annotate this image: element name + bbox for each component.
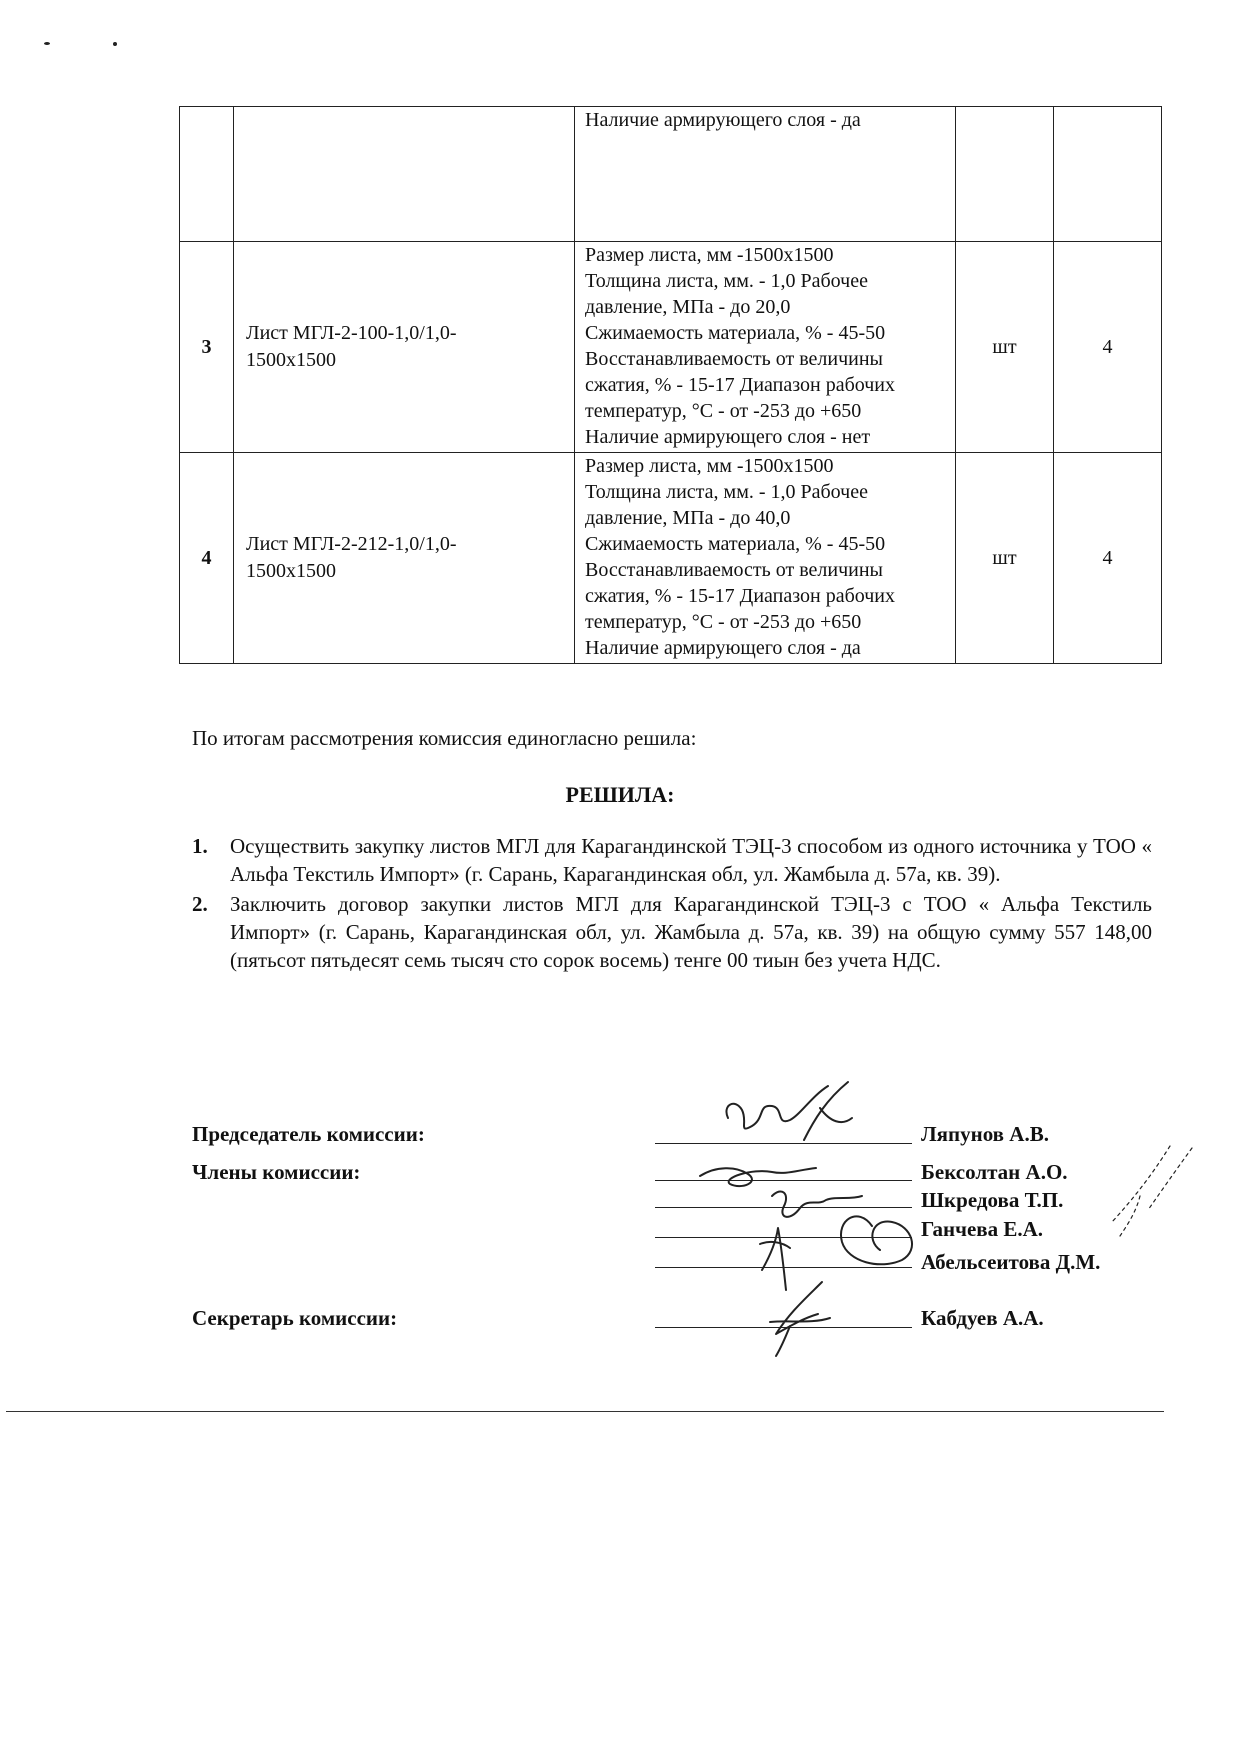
chairman-signature bbox=[726, 1082, 852, 1140]
item-name-line: Лист МГЛ-2-100-1,0/1,0- bbox=[246, 322, 457, 344]
item-spec-line: давление, МПа - до 20,0 bbox=[585, 296, 791, 318]
quantity-cell: 4 bbox=[1054, 242, 1162, 453]
member-name: Шкредова Т.П. bbox=[921, 1188, 1064, 1212]
page-divider bbox=[6, 1411, 1164, 1412]
item-name-line: 1500х1500 bbox=[246, 560, 336, 582]
margin-mark bbox=[1112, 1146, 1192, 1236]
item-spec-line: Сжимаемость материала, % - 45-50 bbox=[585, 322, 886, 344]
item-spec-line: Наличие армирующего слоя - да bbox=[585, 637, 861, 659]
decision-number: 2. bbox=[192, 892, 208, 916]
item-spec-line: Наличие армирующего слоя - да bbox=[585, 109, 861, 131]
commission-intro: По итогам рассмотрения комиссия единогласно решила: bbox=[192, 726, 697, 750]
item-spec-line: Размер листа, мм -1500х1500 bbox=[585, 455, 834, 477]
chairman-name: Ляпунов А.В. bbox=[921, 1122, 1049, 1146]
item-spec-line: давление, МПа - до 40,0 bbox=[585, 507, 791, 529]
item-name-line: Лист МГЛ-2-212-1,0/1,0- bbox=[246, 533, 457, 555]
row-number-cell: 3 bbox=[180, 242, 234, 453]
member-name: Бексолтан А.О. bbox=[921, 1160, 1068, 1184]
member-signature bbox=[772, 1191, 862, 1216]
member-name: Ганчева Е.А. bbox=[921, 1217, 1044, 1241]
secretary-label: Секретарь комиссии: bbox=[192, 1306, 398, 1330]
item-spec-line: сжатия, % - 15-17 Диапазон рабочих bbox=[585, 585, 895, 607]
item-spec-line: Наличие армирующего слоя - нет bbox=[585, 426, 871, 448]
item-spec-line: температур, °С - от -253 до +650 bbox=[585, 611, 862, 633]
item-spec-line: Размер листа, мм -1500х1500 bbox=[585, 244, 834, 266]
decision-text: Заключить договор закупки листов МГЛ для Карагандинской ТЭЦ-3 с ТОО « Альфа Текстиль Импорт» (г. Сарань, Карагандинская обл, ул. Жамбыла д. 57а, кв. 39) на общую сумму 557 148,00 (пятьсот пятьдесят семь тысяч сто сорок восемь) тенге 00 тиын без учета НДС. bbox=[230, 892, 1152, 972]
unit-cell: шт bbox=[956, 242, 1054, 453]
member-name: Абельсеитова Д.М. bbox=[921, 1250, 1101, 1274]
secretary-name: Кабдуев А.А. bbox=[921, 1306, 1044, 1330]
item-spec-line: Восстанавливаемость от величины bbox=[585, 559, 883, 581]
decision-number: 1. bbox=[192, 834, 208, 858]
member-signature bbox=[700, 1168, 816, 1186]
decided-heading: РЕШИЛА: bbox=[565, 782, 675, 807]
row-number-cell: 4 bbox=[180, 453, 234, 664]
item-spec-line: температур, °С - от -253 до +650 bbox=[585, 400, 862, 422]
item-spec-line: Восстанавливаемость от величины bbox=[585, 348, 883, 370]
decision-text: Осуществить закупку листов МГЛ для Карагандинской ТЭЦ-3 способом из одного источника у ТОО « Альфа Текстиль Импорт» (г. Сарань, Карагандинская обл, ул. Жамбыла д. 57а, кв. 39). bbox=[230, 834, 1152, 886]
member-signature bbox=[760, 1228, 790, 1290]
item-spec-line: сжатия, % - 15-17 Диапазон рабочих bbox=[585, 374, 895, 396]
item-spec-line: Толщина листа, мм. - 1,0 Рабочее bbox=[585, 481, 868, 503]
item-spec-line: Толщина листа, мм. - 1,0 Рабочее bbox=[585, 270, 868, 292]
item-name-line: 1500х1500 bbox=[246, 349, 336, 371]
item-spec-line: Сжимаемость материала, % - 45-50 bbox=[585, 533, 886, 555]
unit-cell: шт bbox=[956, 453, 1054, 664]
members-label: Члены комиссии: bbox=[192, 1160, 361, 1184]
chairman-label: Председатель комиссии: bbox=[192, 1122, 425, 1146]
secretary-signature bbox=[770, 1282, 830, 1356]
member-signature bbox=[841, 1216, 912, 1264]
quantity-cell: 4 bbox=[1054, 453, 1162, 664]
